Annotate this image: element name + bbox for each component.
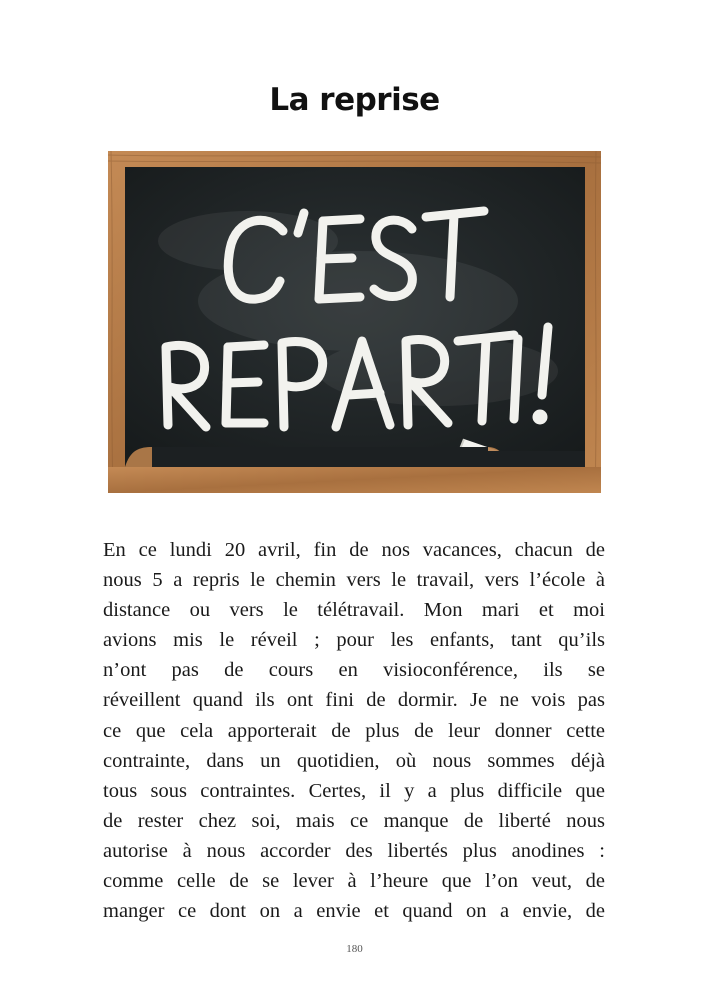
text-line: ce que cela apporterait de plus de leur donner cette [103,719,605,742]
body-paragraph [103,535,605,926]
frame-bottom [108,467,601,493]
text-line: réveillent quand ils ont fini de dormir. Je ne vois pas [103,689,605,712]
text-line: autorise à nous accorder des libertés plus anodines : [103,839,605,862]
text-line: En ce lundi 20 avril, fin de nos vacances, chacun de [103,539,605,561]
chalkboard-illustration [108,151,601,493]
text-line: avions mis le réveil ; pour les enfants, tant qu’ils [103,629,605,652]
board-bottom-fill [152,447,488,467]
page-number: 180 [346,943,363,955]
text-line: n’ont pas de cours en visioconférence, ils se [103,659,605,682]
text-line: distance ou vers le télétravail. Mon mari et moi [103,599,605,622]
text-line: de rester chez soi, mais ce manque de liberté nous [103,809,605,832]
text-line: nous 5 a repris le chemin vers le travail, vers l’école à [103,569,605,592]
text-line: comme celle de se lever à l’heure que l’on veut, de [103,870,605,893]
text-line: manger ce dont on a envie et quand on a envie, de [103,900,605,923]
text-line: tous sous contraintes. Certes, il y a plus difficile que [103,779,605,802]
chalkboard-image [108,151,601,493]
page-title: La reprise [269,82,440,118]
board-right-fill [488,451,585,467]
text-line: contrainte, dans un quotidien, où nous sommes déjà [103,749,605,772]
